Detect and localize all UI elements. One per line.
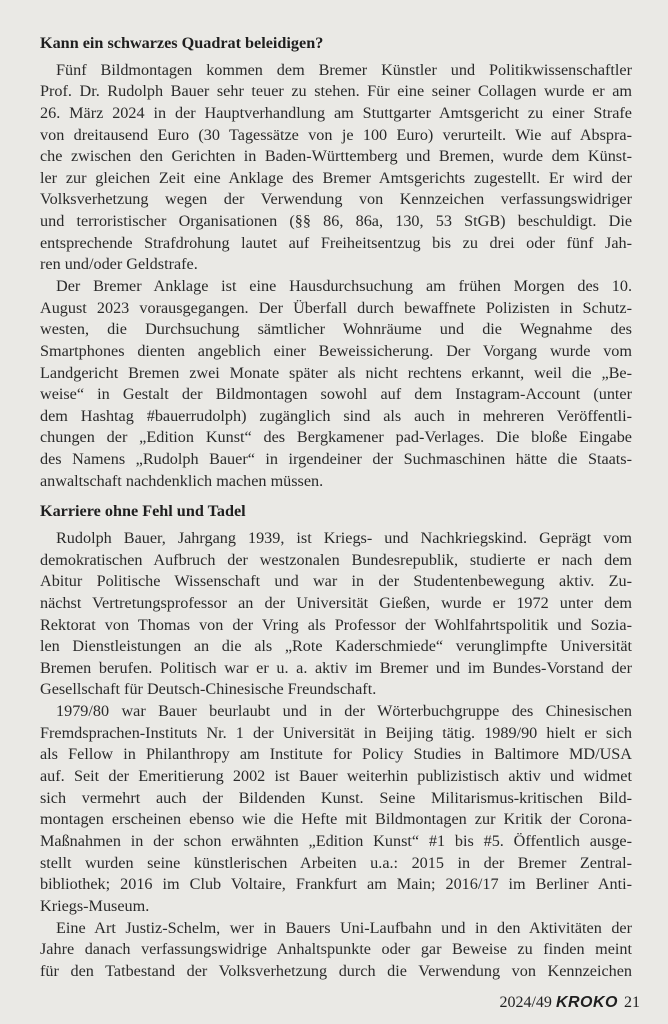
text-line: Volksverhetzung wegen der Verwendung von Kennzeichen verfassungswidriger xyxy=(40,190,632,209)
text-line: Prof. Dr. Rudolph Bauer sehr teuer zu stehen. Für eine seiner Collagen wurde er am xyxy=(40,82,632,101)
text-line: westen, die Durchsuchung sämtlicher Wohnräume und die Wegnahme des xyxy=(40,320,632,339)
text-line: 26. März 2024 in der Hauptverhandlung am Stuttgarter Amtsgericht zu einer Strafe xyxy=(40,103,632,122)
text-line: ren und/oder Geldstrafe. xyxy=(40,255,198,274)
paragraph xyxy=(40,701,632,917)
text-line: che zwischen den Gerichten in Baden-Württemberg und Bremen, wurde dem Künst- xyxy=(40,147,632,166)
page-number: 21 xyxy=(624,994,640,1011)
text-line: Gesellschaft für Deutsch-Chinesische Freundschaft. xyxy=(40,680,377,699)
text-line: Eine Art Justiz-Schelm, wer in Bauers Uni-Laufbahn und in den Aktivitäten der xyxy=(56,918,632,937)
paragraph xyxy=(40,918,632,983)
text-line: bibliothek; 2016 im Club Voltaire, Frankfurt am Main; 2016/17 im Berliner Anti- xyxy=(40,875,632,894)
text-line: Kriegs-Museum. xyxy=(40,896,150,915)
paragraph xyxy=(40,528,632,701)
text-line: und terroristischer Organisationen (§§ 86, 86a, 130, 53 StGB) beschuldigt. Die xyxy=(40,212,632,231)
text-line: weise“ in Gestalt der Bildmontagen sowohl auf dem Instagram-Account (unter xyxy=(40,385,632,404)
text-line: chungen der „Edition Kunst“ des Bergkamener pad-Verlages. Die bloße Eingabe xyxy=(40,428,632,447)
text-line: Smartphones dienten angeblich einer Beweissicherung. Der Vorgang wurde vom xyxy=(40,341,632,360)
text-line: Fünf Bildmontagen kommen dem Bremer Künstler und Politikwissenschaftler xyxy=(56,60,632,79)
text-line: Bremen berufen. Politisch war er u. a. aktiv im Bremer und im Bundes-Vorstand der xyxy=(40,658,632,677)
text-line: stellt wurden seine künstlerischen Arbeiten u.a.: 2015 in der Bremer Zentral- xyxy=(40,853,632,872)
text-line: nächst Vertretungsprofessor an der Universität Gießen, wurde er 1972 unter dem xyxy=(40,593,632,612)
text-line: Rudolph Bauer, Jahrgang 1939, ist Kriegs- und Nachkriegskind. Geprägt vom xyxy=(56,529,632,547)
text-line: als Fellow in Philanthropy am Institute for Policy Studies in Baltimore MD/USA xyxy=(40,745,632,764)
text-line: sich vermehrt auch der Bildenden Kunst. Seine Militarismus-kritischen Bild- xyxy=(40,788,632,807)
text-line: anwaltschaft nachdenklich machen müssen. xyxy=(40,471,324,490)
text-line: ler zur gleichen Zeit eine Anklage des Bremer Amtsgerichts zugestellt. Er wird der xyxy=(40,168,632,187)
text-line: Fremdsprachen-Instituts Nr. 1 der Universität in Beijing tätig. 1989/90 hielt er sich xyxy=(40,723,632,742)
text-line: Landgericht Bremen zwei Monate später als nicht rechtens erkannt, weil die „Be- xyxy=(40,363,632,382)
text-line: Maßnahmen in der schon erwähnten „Edition Kunst“ #1 bis #5. Öffentlich ausge- xyxy=(40,831,632,850)
text-line: des Namens „Rudolph Bauer“ in irgendeiner der Suchmaschinen hätte die Staats- xyxy=(40,450,632,469)
page-footer xyxy=(499,993,640,1013)
text-line: August 2023 vorausgegangen. Der Überfall durch bewaffnete Polizisten in Schutz- xyxy=(40,298,632,317)
text-line: entsprechende Strafdrohung lautet auf Freiheitsentzug bis zu drei oder fünf Jah- xyxy=(40,233,632,252)
section-heading-2: Karriere ohne Fehl und Tadel xyxy=(40,502,246,521)
paragraph xyxy=(40,60,632,276)
article-column xyxy=(40,33,632,982)
text-line: 1979/80 war Bauer beurlaubt und in der Wörterbuchgruppe des Chinesischen xyxy=(56,702,632,721)
text-line: montagen erscheinen ebenso wie die Hefte mit Bildmontagen zur Kritik der Corona- xyxy=(40,810,632,829)
magazine-logo: KROKO xyxy=(555,994,618,1011)
paragraph xyxy=(40,276,632,492)
text-line: Der Bremer Anklage ist eine Hausdurchsuchung am frühen Morgen des 10. xyxy=(56,277,632,295)
text-line: von dreitausend Euro (30 Tagessätze von je 100 Euro) verurteilt. Wie auf Absprа- xyxy=(40,125,632,144)
text-line: auf. Seit der Emeritierung 2002 ist Bauer weiterhin publizistisch aktiv und widmet xyxy=(40,767,632,786)
text-line: demokratischen Aufbruch der westzonalen Bundesrepublik, studierte er nach dem xyxy=(40,550,632,569)
issue-number: 2024/49 xyxy=(499,994,552,1011)
text-line: für den Tatbestand der Volksverhetzung durch die Verwendung von Kennzeichen xyxy=(40,961,632,980)
text-line: Rektorat von Thomas von der Vring als Professor der Wohlfahrtspolitik und Sozia- xyxy=(40,615,632,634)
text-line: len Dienstleistungen an die als „Rote Kaderschmiede“ verunglimpfte Universität xyxy=(40,637,632,656)
section-heading-1: Kann ein schwarzes Quadrat beleidigen? xyxy=(40,34,324,52)
text-line: dem Hashtag #bauerrudolph) zugänglich sind als auch in mehreren Veröffentli- xyxy=(40,406,632,425)
text-line: Jahre danach verfassungswidrige Anhaltspunkte oder gar Beweise zu finden meint xyxy=(40,940,632,959)
text-line: Abitur Politische Wissenschaft und war in der Studentenbewegung aktiv. Zu- xyxy=(40,572,632,591)
